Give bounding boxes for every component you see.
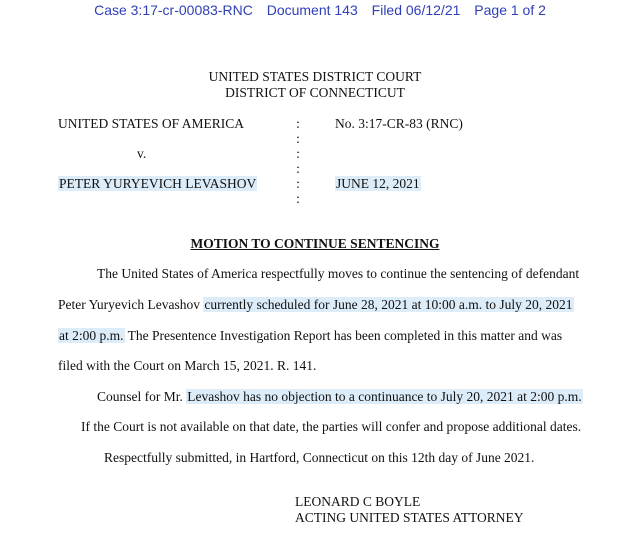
caption-colon: : (296, 176, 300, 191)
caption-colon: : (296, 191, 300, 206)
body-line: The United States of America respectfully moves to continue the sentencing of defendant (97, 266, 580, 281)
defendant-name-text: PETER YURYEVICH LEVASHOV (59, 176, 257, 191)
case-number: No. 3:17-CR-83 (RNC) (335, 116, 463, 131)
caption-date (335, 176, 421, 192)
caption-colon: : (296, 146, 300, 161)
body-line: If the Court is not available on that date, the parties will confer and propose additional dates. (81, 419, 582, 434)
court-name: UNITED STATES DISTRICT COURT (208, 69, 422, 84)
caption-date-text: JUNE 12, 2021 (336, 176, 420, 191)
motion-title: MOTION TO CONTINUE SENTENCING (190, 236, 440, 251)
document-number-header: Document 143 (266, 2, 358, 18)
body-line (58, 297, 574, 313)
highlighted-text: Levashov has no objection to a continuance to July 20, 2021 at 2:00 p.m. (187, 389, 582, 404)
body-text: The Presentence Investigation Report has been completed in this matter and was (124, 328, 563, 343)
signature-title: ACTING UNITED STATES ATTORNEY (295, 510, 524, 525)
case-number-header: Case 3:17-cr-00083-RNC (94, 2, 253, 18)
body-text: Counsel for Mr. (97, 389, 187, 404)
caption-colon: : (296, 161, 300, 176)
body-text: Peter Yuryevich Levashov (58, 297, 204, 312)
body-line (58, 328, 562, 344)
highlighted-text: at 2:00 p.m. (59, 328, 124, 343)
versus-label: v. (137, 146, 147, 161)
body-line (97, 389, 583, 405)
court-district: DISTRICT OF CONNECTICUT (225, 85, 405, 100)
body-line: filed with the Court on March 15, 2021. R. 141. (58, 358, 317, 373)
filed-date-header: Filed 06/12/21 (371, 2, 461, 18)
submission-line: Respectfully submitted, in Hartford, Connecticut on this 12th day of June 2021. (104, 450, 535, 465)
signature-name: LEONARD C BOYLE (295, 494, 421, 509)
caption-colon: : (296, 116, 300, 131)
plaintiff-name: UNITED STATES OF AMERICA (58, 116, 245, 131)
defendant-name (58, 176, 257, 192)
page-count-header: Page 1 of 2 (474, 2, 546, 18)
highlighted-text: currently scheduled for June 28, 2021 at 10:00 a.m. to July 20, 2021 (204, 297, 573, 312)
caption-colon: : (296, 131, 300, 146)
ecf-header (0, 2, 640, 18)
